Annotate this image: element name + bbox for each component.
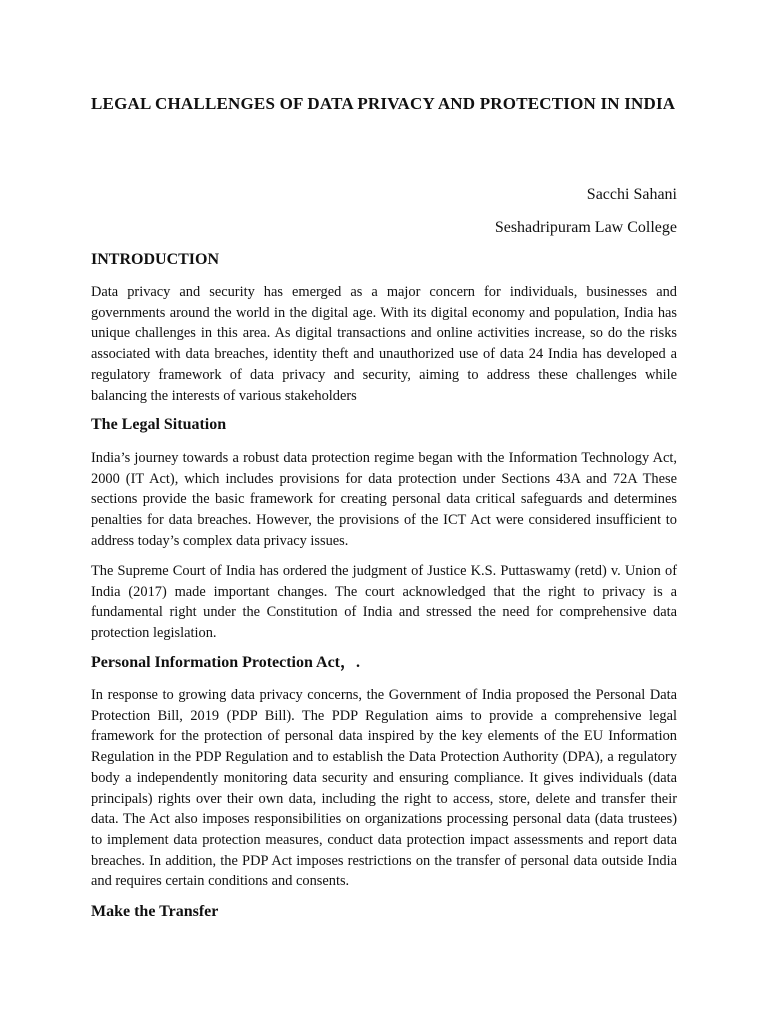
- paragraph-introduction: Data privacy and security has emerged as a major concern for individuals, businesses and governments around the world in the digital age. With its digital economy and population, India has unique challenges in this area. As digital transactions and online activities increase, so do the risks associated with data breaches, identity theft and unauthorized use of data 24 India has developed a regulatory framework of data privacy and security, aiming to address these challenges while balancing the interests of various stakeholders: [91, 284, 677, 404]
- paragraph-legal-situation-1: India’s journey towards a robust data protection regime began with the Information Technology Act, 2000 (IT Act), which includes provisions for data protection under Sections 43A and 72A These sections provide the basic framework for creating personal data critical safeguards and determines penalties for data breaches. However, the provisions of the ICT Act were considered insufficient to address today’s complex data privacy issues.: [91, 450, 677, 549]
- section-heading-personal-information-protection-act: Personal Information Protection Act，.: [91, 654, 360, 671]
- section-heading-legal-situation: The Legal Situation: [91, 416, 227, 433]
- author-affiliation: Seshadripuram Law College: [494, 219, 677, 236]
- paragraph-personal-information-protection-act: In response to growing data privacy concerns, the Government of India proposed the Personal Data Protection Bill, 2019 (PDP Bill). The PDP Regulation aims to provide a comprehensive legal framework for the protection of personal data inspired by the key elements of the EU Information Regulation in the PDP Regulation and to establish the Data Protection Authority (DPA), a regulatory body a independently monitoring data security and ensuring compliance. It gives individuals (data principals) rights over their own data, including the right to access, store, delete and transfer their data. The Act also imposes responsibilities on organizations processing personal data (data trustees) to implement data protection measures, conduct data protection impact assessments and report data breaches. In addition, the PDP Act imposes restrictions on the transfer of personal data outside India and requires certain conditions and consents.: [91, 687, 677, 890]
- author-name: Sacchi Sahani: [586, 186, 677, 203]
- section-heading-make-the-transfer: Make the Transfer: [91, 903, 219, 920]
- paragraph-legal-situation-2: The Supreme Court of India has ordered the judgment of Justice K.S. Puttaswamy (retd) v. Union of India (2017) made important changes. The court acknowledged that the right to privacy is a fundamental right under the Constitution of India and stressed the need for comprehensive data protection legislation.: [91, 563, 677, 642]
- document-title: LEGAL CHALLENGES OF DATA PRIVACY AND PROTECTION IN INDIA: [91, 94, 676, 113]
- section-heading-introduction: INTRODUCTION: [91, 251, 220, 268]
